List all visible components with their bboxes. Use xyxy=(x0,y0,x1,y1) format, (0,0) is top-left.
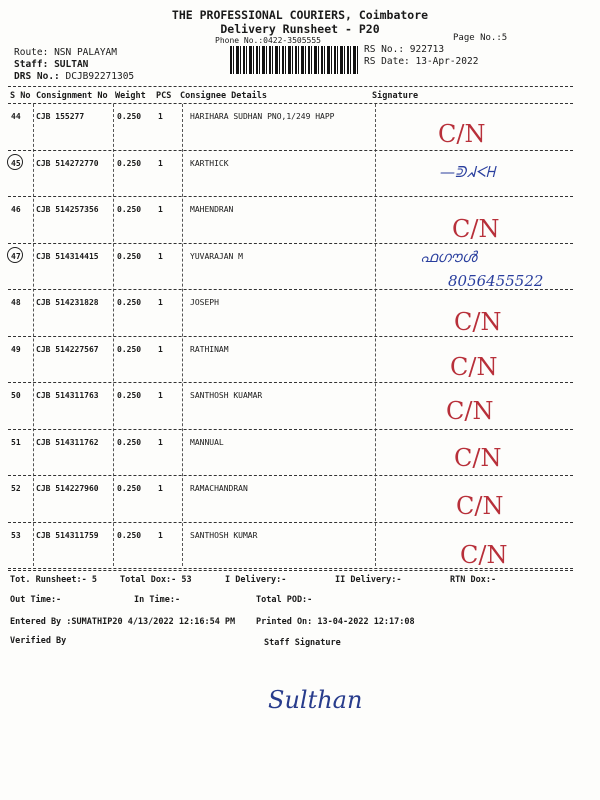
row-sno: 46 xyxy=(11,205,21,214)
row-pcs: 1 xyxy=(158,158,163,168)
rs-date-label: RS Date: xyxy=(364,56,410,67)
drs-line xyxy=(14,71,134,82)
row-divider xyxy=(8,522,573,523)
row-divider xyxy=(8,475,573,476)
drs-label: DRS No.: xyxy=(14,71,60,82)
col-signature: Signature xyxy=(372,91,419,101)
in-time: In Time:- xyxy=(134,595,181,605)
row-consignee: SANTHOSH KUAMAR xyxy=(190,391,263,400)
staff-line xyxy=(14,59,88,70)
totals-rule xyxy=(8,570,573,571)
page-number: Page No.:5 xyxy=(453,33,508,43)
row-divider xyxy=(8,336,573,337)
row-pcs: 1 xyxy=(158,437,163,447)
row-sno: 52 xyxy=(11,484,21,493)
staff-value: SULTAN xyxy=(54,59,89,70)
col-consignee: Consignee Details xyxy=(180,91,267,101)
row-sno: 51 xyxy=(11,437,21,447)
row-sno: 48 xyxy=(11,298,21,307)
total-runsheet: Tot. Runsheet:- 5 xyxy=(10,575,97,585)
row-consignee: RATHINAM xyxy=(190,344,229,354)
row-weight: 0.250 xyxy=(117,251,142,261)
row-pcs: 1 xyxy=(158,391,163,400)
total-dox: Total Dox:- 53 xyxy=(120,575,192,585)
route-label: Route: xyxy=(14,47,49,58)
printed-on: Printed On: 13-04-2022 12:17:08 xyxy=(256,617,415,627)
row-divider xyxy=(8,150,573,151)
second-delivery: II Delivery:- xyxy=(335,575,402,585)
row-consignment-no: CJB 514227567 xyxy=(36,344,99,354)
row-consignment-no: CJB 514272770 xyxy=(36,158,99,168)
circle-mark xyxy=(7,154,23,170)
col-sno: S No xyxy=(10,91,31,101)
row-signature: C/N xyxy=(452,215,500,243)
row-signature: C/N xyxy=(454,308,502,336)
out-time: Out Time:- xyxy=(10,595,62,605)
rs-no-line xyxy=(364,44,444,55)
row-pcs: 1 xyxy=(158,251,163,261)
row-consignment-no: CJB 514311759 xyxy=(36,530,99,540)
row-consignment-no: CJB 514257356 xyxy=(36,205,99,214)
row-weight: 0.250 xyxy=(117,205,142,214)
row-signature: C/N xyxy=(454,443,502,472)
row-pcs: 1 xyxy=(158,344,163,354)
row-pcs: 1 xyxy=(158,298,163,307)
rtn-dox: RTN Dox:- xyxy=(450,575,497,585)
row-consignment-no: CJB 514311762 xyxy=(36,437,99,447)
row-divider xyxy=(8,196,573,197)
row-signature: ഫഗൗൾ xyxy=(420,247,477,266)
row-consignee: KARTHICK xyxy=(190,158,229,168)
col-consignment: Consignment No xyxy=(36,91,108,101)
header-bottom-rule xyxy=(8,103,573,104)
row-consignment-no: CJB 155277 xyxy=(36,112,85,121)
rs-date-value: 13-Apr-2022 xyxy=(415,56,479,67)
row-pcs: 1 xyxy=(158,530,163,540)
col-pcs: PCS xyxy=(156,91,172,101)
row-weight: 0.250 xyxy=(117,391,142,400)
row-signature: C/N xyxy=(456,492,504,520)
row-pcs: 1 xyxy=(158,484,163,493)
row-consignee: MANNUAL xyxy=(190,437,224,447)
entered-by: Entered By :SUMATHIP20 4/13/2022 12:16:54 PM xyxy=(10,617,236,627)
row-consignee: SANTHOSH KUMAR xyxy=(190,530,258,540)
row-weight: 0.250 xyxy=(117,158,142,168)
row-consignee: MAHENDRAN xyxy=(190,205,234,214)
row-weight: 0.250 xyxy=(117,530,142,540)
row-weight: 0.250 xyxy=(117,298,142,307)
row-sno: 45 xyxy=(11,158,21,168)
phone-number: Phone No.:0422-3505555 xyxy=(215,36,321,45)
row-sno: 44 xyxy=(11,112,21,121)
row-phone-note: 8056455522 xyxy=(448,271,544,290)
row-pcs: 1 xyxy=(158,205,163,214)
row-consignee: JOSEPH xyxy=(190,298,219,307)
row-signature: C/N xyxy=(438,120,486,148)
first-delivery: I Delivery:- xyxy=(225,575,287,585)
row-signature: —ᕲᖽᐸᕼ xyxy=(440,162,495,181)
rs-no-label: RS No.: xyxy=(364,44,405,55)
route-value: NSN PALAYAM xyxy=(54,47,117,58)
row-signature: C/N xyxy=(446,397,494,425)
row-divider xyxy=(8,289,573,290)
row-consignee: YUVARAJAN M xyxy=(190,251,243,261)
total-pod: Total POD:- xyxy=(256,595,313,605)
row-divider xyxy=(8,382,573,383)
company-title: THE PROFESSIONAL COURIERS, Coimbatore xyxy=(171,8,429,22)
row-weight: 0.250 xyxy=(117,437,142,447)
rs-no-value: 922713 xyxy=(409,44,445,55)
row-divider xyxy=(8,243,573,244)
col-weight: Weight xyxy=(115,91,146,101)
row-sno: 49 xyxy=(11,344,21,354)
row-sno: 50 xyxy=(11,391,21,400)
row-weight: 0.250 xyxy=(117,344,142,354)
row-consignment-no: CJB 514231828 xyxy=(36,298,99,307)
row-weight: 0.250 xyxy=(117,484,142,493)
row-sno: 47 xyxy=(11,251,21,261)
row-divider xyxy=(8,429,573,430)
verified-by: Verified By xyxy=(10,636,67,646)
circle-mark xyxy=(7,247,23,263)
row-consignment-no: CJB 514314415 xyxy=(36,251,99,261)
runsheet-title: Delivery Runsheet - P20 xyxy=(220,22,380,36)
staff-signature-label: Staff Signature xyxy=(264,638,341,648)
rs-date-line xyxy=(364,56,478,67)
row-divider xyxy=(8,568,573,569)
staff-label: Staff: xyxy=(14,59,49,70)
row-sno: 53 xyxy=(11,530,21,540)
route-line xyxy=(14,47,117,58)
row-signature: C/N xyxy=(460,540,508,569)
row-consignment-no: CJB 514227960 xyxy=(36,484,99,493)
row-consignee: HARIHARA SUDHAN PNO,1/249 HAPP xyxy=(190,112,335,121)
staff-handwritten-signature: Sulthan xyxy=(268,686,363,714)
barcode-image xyxy=(230,46,358,74)
row-signature: C/N xyxy=(450,352,498,381)
row-pcs: 1 xyxy=(158,112,163,121)
drs-value: DCJB92271305 xyxy=(65,71,135,82)
row-consignment-no: CJB 514311763 xyxy=(36,391,99,400)
header-top-rule xyxy=(8,86,573,87)
row-weight: 0.250 xyxy=(117,112,142,121)
row-consignee: RAMACHANDRAN xyxy=(190,484,248,493)
